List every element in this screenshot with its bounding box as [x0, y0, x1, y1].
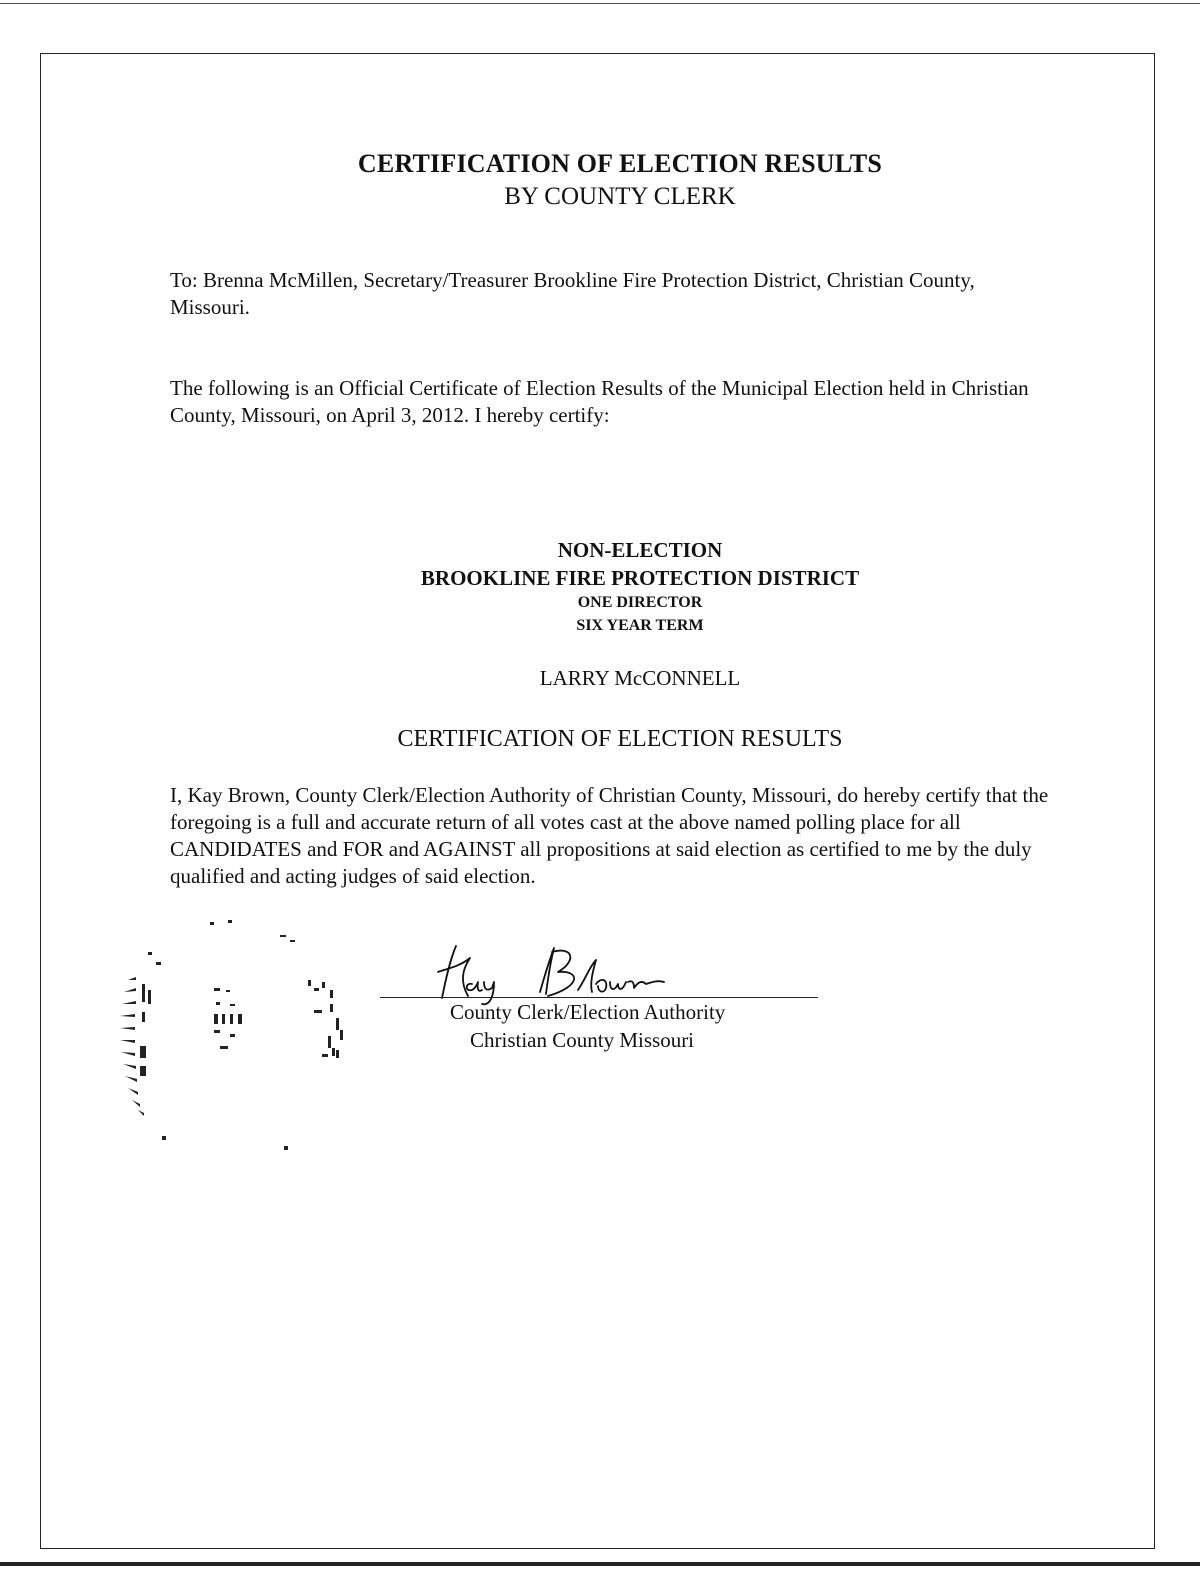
candidate-name: LARRY McCONNELL: [539, 666, 741, 690]
office-line-3: ONE DIRECTOR: [577, 594, 703, 611]
certification-heading: CERTIFICATION OF ELECTION RESULTS: [397, 726, 843, 752]
addressee-paragraph: To: Brenna McMillen, Secretary/Treasurer Brookline Fire Protection District, Christian County, Missouri.: [170, 268, 975, 319]
scan-edge-bottom: [0, 1562, 1200, 1566]
signature-line: [380, 997, 818, 998]
scan-edge-top: [0, 3, 1200, 7]
document-title: CERTIFICATION OF ELECTION RESULTS: [357, 149, 883, 178]
office-line-4: SIX YEAR TERM: [576, 617, 704, 634]
embossed-seal-icon: [100, 910, 360, 1160]
signer-title: County Clerk/Election Authority: [450, 1000, 726, 1024]
certification-body: I, Kay Brown, County Clerk/Election Authority of Christian County, Missouri, do hereby certify that the foregoing is a full and accurate return of all votes cast at the above named polling place for all CANDIDATES and FOR and AGAINST all propositions at said election as certified to me by the duly qualified and acting judges of said election.: [170, 783, 1049, 888]
document-subtitle: BY COUNTY CLERK: [504, 183, 736, 210]
office-line-1: NON-ELECTION: [557, 538, 723, 562]
office-line-2: BROOKLINE FIRE PROTECTION DISTRICT: [420, 566, 860, 590]
intro-paragraph: The following is an Official Certificate of Election Results of the Municipal Election held in Christian County, Missouri, on April 3, 2012. I hereby certify:: [170, 376, 1029, 427]
signer-jurisdiction: Christian County Missouri: [470, 1028, 695, 1052]
